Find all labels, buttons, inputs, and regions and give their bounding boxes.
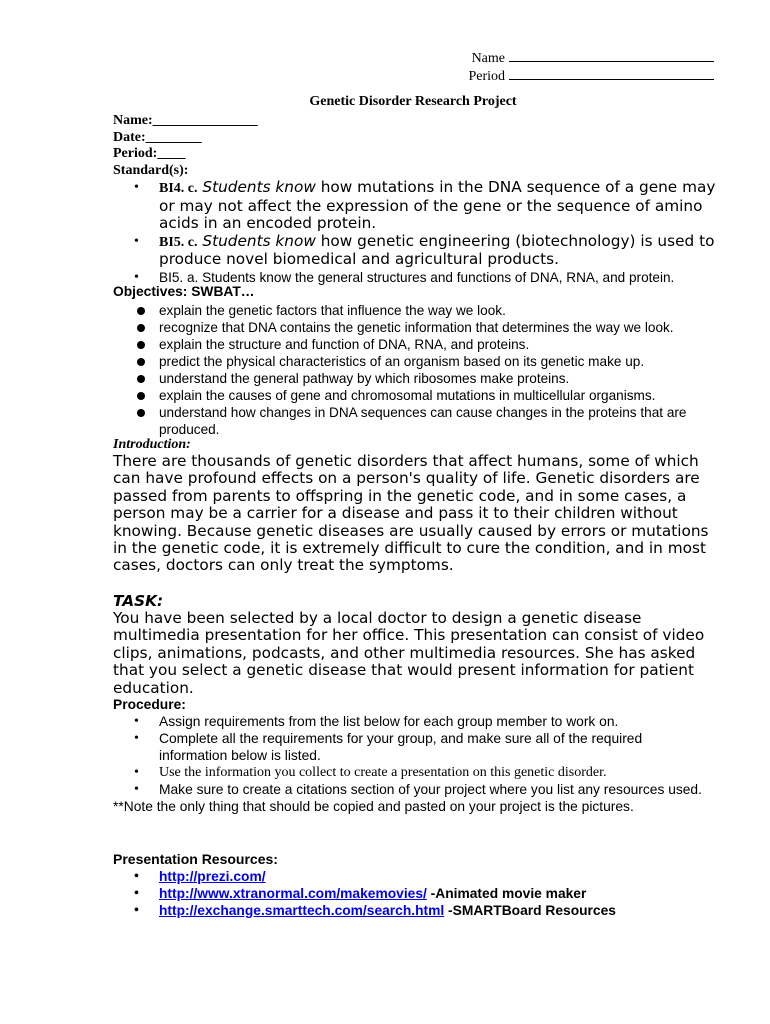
name-blank[interactable] bbox=[509, 48, 714, 62]
resource-link[interactable]: http://www.xtranormal.com/makemovies/ bbox=[159, 886, 427, 901]
introduction-heading: Introduction: bbox=[113, 437, 191, 452]
task-heading: TASK: bbox=[113, 592, 164, 610]
resource-item bbox=[113, 885, 713, 902]
task-section bbox=[113, 592, 711, 697]
objectives-heading: Objectives: SWBAT… bbox=[113, 284, 255, 299]
standards-list bbox=[113, 179, 723, 286]
procedure-note: **Note the only thing that should be copied and pasted on your project is the pictures. bbox=[113, 799, 634, 814]
procedure-section bbox=[113, 696, 713, 815]
bullet-icon bbox=[137, 324, 145, 332]
standard-text: how mutations in the DNA sequence of a gene may or may not affect the expression of the gene or the sequence of amino acids in an encoded protein. bbox=[159, 178, 716, 232]
resources-heading: Presentation Resources: bbox=[113, 851, 278, 867]
resource-description: -SMARTBoard Resources bbox=[444, 903, 616, 918]
objective-item: recognize that DNA contains the genetic information that determines the way we look. bbox=[113, 319, 723, 336]
bullet-icon: • bbox=[134, 269, 139, 285]
info-fields bbox=[113, 113, 713, 179]
standard-italic: Students know bbox=[202, 231, 316, 250]
objective-item: explain the genetic factors that influence the way we look. bbox=[113, 302, 723, 319]
bullet-icon bbox=[137, 307, 145, 315]
bullet-icon: • bbox=[134, 731, 139, 746]
bullet-icon: • bbox=[134, 782, 139, 797]
objective-item: understand how changes in DNA sequences can cause changes in the proteins that are produced. bbox=[113, 404, 723, 438]
period-field: Period:____ bbox=[113, 146, 186, 161]
objectives-section bbox=[113, 284, 723, 438]
procedure-heading: Procedure: bbox=[113, 697, 186, 712]
procedure-item: • Assign requirements from the list below for each group member to work on. bbox=[134, 714, 619, 729]
date-field: Date:________ bbox=[113, 129, 202, 145]
header-period-line bbox=[468, 66, 714, 85]
introduction-section bbox=[113, 437, 711, 575]
standard-item bbox=[113, 233, 723, 269]
resources-section bbox=[113, 851, 713, 919]
bullet-icon: • bbox=[134, 869, 139, 884]
bullet-icon: • bbox=[134, 903, 139, 918]
bullet-icon bbox=[137, 409, 145, 417]
standard-item bbox=[113, 179, 723, 233]
resource-item bbox=[113, 868, 713, 885]
standard-code: BI5. c. bbox=[159, 234, 198, 250]
resource-link[interactable]: http://prezi.com/ bbox=[159, 869, 266, 884]
bullet-icon: • bbox=[134, 765, 139, 780]
header-name-line bbox=[472, 48, 714, 67]
objective-item: explain the structure and function of DNA, RNA, and proteins. bbox=[113, 336, 723, 353]
page-title: Genetic Disorder Research Project bbox=[309, 94, 517, 109]
objective-item: predict the physical characteristics of an organism based on its genetic make up. bbox=[113, 353, 723, 370]
procedure-item: • Complete all the requirements for your group, and make sure all of the required information below is listed. bbox=[134, 731, 643, 763]
procedure-item: • Use the information you collect to create a presentation on this genetic disorder. bbox=[134, 765, 607, 780]
bullet-icon: • bbox=[134, 886, 139, 901]
period-blank[interactable] bbox=[509, 66, 714, 80]
objective-item: understand the general pathway by which ribosomes make proteins. bbox=[113, 370, 723, 387]
procedure-item: • Make sure to create a citations section of your project where you list any resources used. bbox=[134, 782, 702, 797]
introduction-body: There are thousands of genetic disorders that affect humans, some of which can have profound effects on a person's quality of life. Genetic disorders are passed from parents to offspring in the genetic code, and in some cases, a person may be a carrier for a disease and pass it to their children without knowing. Because genetic diseases are usually caused by errors or mutations in the genetic code, it is extremely difficult to cure the condition, and in most cases, doctors can only treat the symptoms. bbox=[113, 452, 709, 575]
bullet-icon: • bbox=[134, 714, 139, 729]
header-name-label: Name bbox=[471, 51, 505, 66]
resource-description: -Animated movie maker bbox=[426, 886, 587, 901]
standard-italic: Students know bbox=[202, 178, 316, 196]
bullet-icon: • bbox=[134, 233, 139, 249]
standard-text: BI5. a. Students know the general structures and functions of DNA, RNA, and protein. bbox=[159, 269, 675, 285]
name-field: Name:_______________ bbox=[113, 113, 258, 128]
bullet-icon bbox=[137, 392, 145, 400]
resource-item bbox=[113, 902, 713, 919]
bullet-icon: • bbox=[134, 180, 139, 195]
standards-label: Standard(s): bbox=[113, 162, 189, 178]
bullet-icon bbox=[137, 358, 145, 366]
standard-text: how genetic engineering (biotechnology) is used to produce novel biomedical and agricultural products. bbox=[159, 231, 715, 268]
standard-code: BI4. c. bbox=[159, 181, 198, 196]
header-period-label: Period bbox=[468, 69, 505, 84]
bullet-icon bbox=[137, 341, 145, 349]
bullet-icon bbox=[137, 375, 145, 383]
task-body: You have been selected by a local doctor to design a genetic disease multimedia presentation for her office. This presentation can consist of video clips, animations, podcasts, and other multimedia resources. She has asked that you select a genetic disease that would present information for patient education. bbox=[113, 609, 705, 697]
standard-item bbox=[113, 269, 723, 286]
resource-link[interactable]: http://exchange.smarttech.com/search.html bbox=[159, 903, 445, 918]
objective-item: explain the causes of gene and chromosomal mutations in multicellular organisms. bbox=[113, 387, 723, 404]
